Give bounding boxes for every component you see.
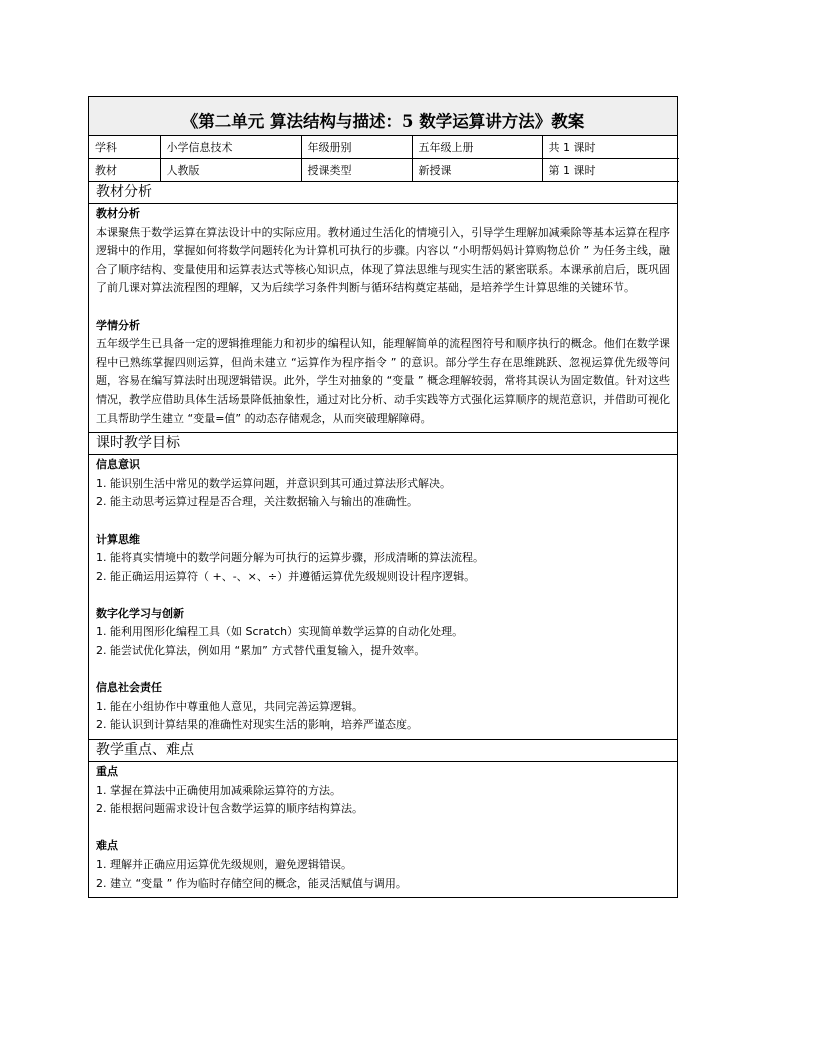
list-item: 2. 能认识到计算结果的准确性对现实生活的影响，培养严谨态度。	[96, 718, 418, 732]
difficulty-list	[96, 856, 670, 893]
label-textbook: 教材	[89, 159, 160, 182]
focus-list	[96, 782, 670, 819]
value-total-periods: 共 1 课时	[542, 136, 679, 159]
list-item: 2. 建立 “变量 ” 作为临时存储空间的概念，能灵活赋值与调用。	[96, 876, 407, 890]
section-analysis	[89, 204, 677, 433]
info-row-subject	[89, 136, 679, 159]
list-item: 2. 能根据问题需求设计包含数学运算的顺序结构算法。	[96, 802, 363, 816]
label-lesson-type: 授课类型	[301, 159, 412, 182]
goal-list	[96, 698, 670, 735]
list-item: 2. 能主动思考运算过程是否合理，关注数据输入与输出的准确性。	[96, 495, 418, 509]
subheading-focus: 重点	[96, 765, 118, 779]
list-item: 1. 能识别生活中常见的数学运算问题，并意识到其可通过算法形式解决。	[96, 476, 451, 490]
list-item: 2. 能尝试优化算法，例如用 “累加” 方式替代重复输入，提升效率。	[96, 644, 426, 658]
lesson-plan-document	[88, 96, 678, 898]
goal-group-title: 数字化学习与创新	[96, 606, 184, 620]
value-textbook: 人教版	[160, 159, 301, 182]
section-goals	[89, 455, 677, 740]
document-title: 《第二单元 算法结构与描述：5 数学运算讲方法》教案	[181, 112, 585, 131]
value-subject: 小学信息技术	[160, 136, 301, 159]
subheading-difficulty: 难点	[96, 839, 118, 853]
list-item: 2. 能正确运用运算符（ +、-、×、÷）并遵循运算优先级规则设计程序逻辑。	[96, 569, 476, 583]
list-item: 1. 理解并正确应用运算优先级规则，避免逻辑错误。	[96, 858, 352, 871]
list-item: 1. 能利用图形化编程工具（如 Scratch）实现简单数学运算的自动化处理。	[96, 625, 464, 639]
list-item: 1. 掌握在算法中正确使用加减乘除运算符的方法。	[96, 783, 341, 797]
learner-analysis-text: 五年级学生已具备一定的逻辑推理能力和初步的编程认知，能理解简单的流程图符号和顺序执行的概念。他们在数学课程中已熟练掌握四则运算，但尚未建立 “运算作为程序指令 ” 的意识。部分学生存在思维跳跃、忽视运算优先级等问题，容易在编写算法时出现逻辑错误。此外，学生对抽象的 “变量 ” 概念理解较弱，常将其误认为固定数值。针对这些情况，教学应借助具体生活场景降低抽象性，通过对比分析、动手实践等方式强化运算顺序的规范意识，并借助可视化工具帮助学生建立 “变量=值” 的动态存储观念，从而突破理解障碍。	[96, 337, 670, 425]
section-keypoints	[89, 762, 677, 897]
subheading-material: 教材分析	[96, 207, 140, 220]
goal-group-title: 计算思维	[96, 532, 140, 546]
value-grade: 五年级上册	[412, 136, 542, 159]
goal-group-title: 信息社会责任	[96, 681, 162, 695]
goal-group-title: 信息意识	[96, 458, 140, 472]
value-lesson-type: 新授课	[412, 159, 542, 182]
goal-list	[96, 475, 670, 512]
label-subject: 学科	[89, 136, 160, 159]
subheading-learner: 学情分析	[96, 318, 140, 332]
info-table	[89, 136, 679, 182]
title-row	[89, 97, 677, 136]
info-row-textbook	[89, 159, 679, 182]
value-current-period: 第 1 课时	[542, 159, 679, 182]
goal-list	[96, 549, 670, 586]
label-grade: 年级册别	[301, 136, 412, 159]
section-heading-analysis: 教材分析	[89, 182, 677, 204]
material-analysis-text: 本课聚焦于数学运算在算法设计中的实际应用。教材通过生活化的情境引入，引导学生理解加减乘除等基本运算在程序逻辑中的作用，掌握如何将数学问题转化为计算机可执行的步骤。内容以 “小明帮妈妈计算购物总价 ” 为任务主线，融合了顺序结构、变量使用和运算表达式等核心知识点，体现了算法思维与现实生活的紧密联系。本课承前启后，既巩固了前几课对算法流程图的理解，又为后续学习条件判断与循环结构奠定基础，是培养学生计算思维的关键环节。	[96, 225, 670, 295]
section-heading-keypoints: 教学重点、难点	[89, 740, 677, 762]
section-heading-goals: 课时教学目标	[89, 433, 677, 455]
list-item: 1. 能在小组协作中尊重他人意见，共同完善运算逻辑。	[96, 699, 363, 713]
goal-list	[96, 623, 670, 660]
list-item: 1. 能将真实情境中的数学问题分解为可执行的运算步骤，形成清晰的算法流程。	[96, 551, 484, 565]
